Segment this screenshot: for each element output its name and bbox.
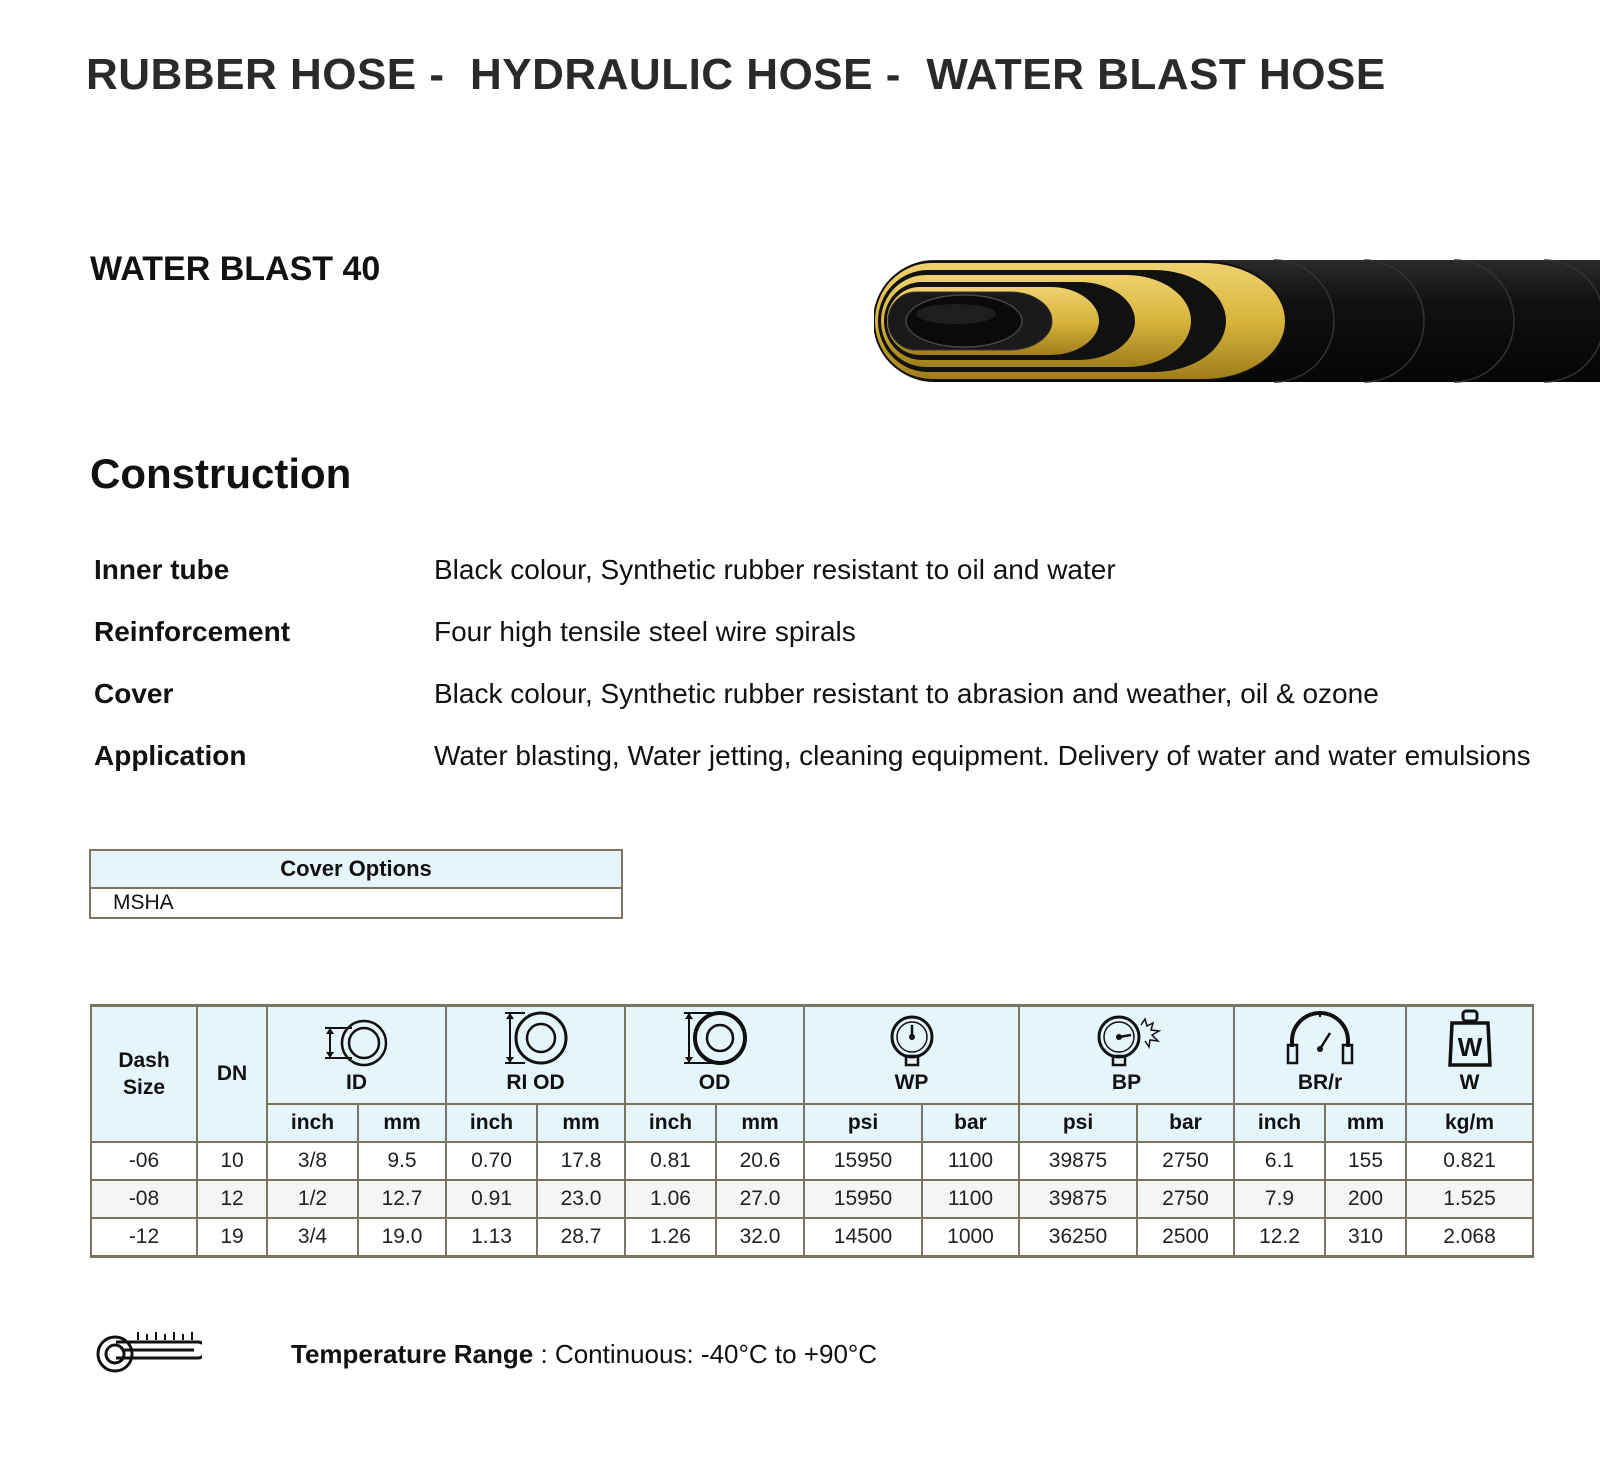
table-row [91,1218,1533,1257]
construction-value: Water blasting, Water jetting, cleaning equipment. Delivery of water and water emulsions [434,740,1531,771]
table-cell: 200 [1325,1180,1406,1218]
pressure-gauge-icon [884,1015,940,1067]
weight-icon [1446,1009,1494,1067]
construction-label: Reinforcement [94,616,291,647]
table-cell: 1000 [922,1218,1019,1257]
table-cell: 1.26 [625,1218,716,1257]
table-cell: 39875 [1019,1180,1137,1218]
header-bp [1019,1006,1234,1105]
table-cell: 1.13 [446,1218,537,1257]
unit-cell: inch [625,1104,716,1142]
header-w [1406,1006,1533,1105]
header-id-label: ID [346,1071,367,1094]
table-cell: -06 [91,1142,197,1180]
unit-cell: inch [267,1104,358,1142]
table-cell: 0.81 [625,1142,716,1180]
product-name: WATER BLAST 40 [90,250,381,288]
header-w-label: W [1459,1071,1480,1094]
header-od-label: OD [698,1071,731,1094]
table-cell: 7.9 [1234,1180,1325,1218]
header-wp [804,1006,1019,1105]
table-cell: 1.06 [625,1180,716,1218]
unit-cell: inch [1234,1104,1325,1142]
cover-options-table [89,849,623,919]
unit-cell: mm [358,1104,446,1142]
table-cell: 2.068 [1406,1218,1533,1257]
table-cell: 15950 [804,1180,922,1218]
table-cell: 14500 [804,1218,922,1257]
unit-cell: bar [922,1104,1019,1142]
table-cell: 39875 [1019,1142,1137,1180]
thermometer-icon [94,1330,202,1374]
table-cell: 19.0 [358,1218,446,1257]
cover-options-header: Cover Options [90,850,622,888]
table-cell: 0.70 [446,1142,537,1180]
ri-od-icon [501,1009,571,1067]
table-cell: 0.821 [1406,1142,1533,1180]
header-id [267,1006,446,1105]
table-cell: 1100 [922,1180,1019,1218]
construction-label: Inner tube [94,554,230,585]
construction-title: Construction [90,450,352,497]
table-cell: 36250 [1019,1218,1137,1257]
header-br-label: BR/r [1297,1071,1343,1094]
page-title: RUBBER HOSE - HYDRAULIC HOSE - WATER BLAST HOSE [86,50,1386,99]
construction-value: Black colour, Synthetic rubber resistant to abrasion and weather, oil & ozone [434,678,1379,709]
table-cell: 2500 [1137,1218,1234,1257]
table-cell: 155 [1325,1142,1406,1180]
table-cell: -12 [91,1218,197,1257]
table-cell: 310 [1325,1218,1406,1257]
table-cell: 12 [197,1180,267,1218]
hose-cutaway-image [874,258,1600,388]
table-cell: -08 [91,1180,197,1218]
construction-label: Application [94,740,247,771]
unit-cell: bar [1137,1104,1234,1142]
table-cell: 20.6 [716,1142,804,1180]
table-cell: 2750 [1137,1142,1234,1180]
header-od [625,1006,804,1105]
table-cell: 32.0 [716,1218,804,1257]
unit-cell: mm [1325,1104,1406,1142]
table-cell: 17.8 [537,1142,625,1180]
construction-value: Black colour, Synthetic rubber resistant to oil and water [434,554,1116,585]
table-cell: 2750 [1137,1180,1234,1218]
table-cell: 3/8 [267,1142,358,1180]
temperature-label: Temperature Range [291,1339,534,1369]
table-cell: 1.525 [1406,1180,1533,1218]
header-wp-label: WP [894,1071,929,1094]
table-cell: 9.5 [358,1142,446,1180]
table-row [91,1180,1533,1218]
temperature-value: : Continuous: -40°C to +90°C [533,1339,878,1369]
table-cell: 27.0 [716,1180,804,1218]
unit-cell: psi [804,1104,922,1142]
bend-radius-icon [1284,1011,1356,1067]
table-row [91,1142,1533,1180]
table-cell: 23.0 [537,1180,625,1218]
table-cell: 10 [197,1142,267,1180]
cover-option-item: MSHA [113,891,174,914]
header-ri-od-label: RI OD [506,1071,565,1094]
header-dash-size: Dash Size [91,1006,197,1143]
header-bp-label: BP [1111,1071,1142,1094]
header-br [1234,1006,1406,1105]
construction-label: Cover [94,678,174,709]
table-cell: 15950 [804,1142,922,1180]
table-cell: 3/4 [267,1218,358,1257]
unit-cell: mm [537,1104,625,1142]
svg-text:W: W [1457,1032,1482,1062]
table-cell: 6.1 [1234,1142,1325,1180]
unit-cell: psi [1019,1104,1137,1142]
burst-gauge-icon [1091,1015,1163,1067]
table-cell: 28.7 [537,1218,625,1257]
od-icon [680,1009,750,1067]
table-cell: 12.2 [1234,1218,1325,1257]
header-ri-od [446,1006,625,1105]
unit-cell: kg/m [1406,1104,1533,1142]
unit-cell: mm [716,1104,804,1142]
header-dn: DN [197,1006,267,1143]
table-cell: 19 [197,1218,267,1257]
table-cell: 1100 [922,1142,1019,1180]
construction-value: Four high tensile steel wire spirals [434,616,856,647]
table-cell: 12.7 [358,1180,446,1218]
unit-cell: inch [446,1104,537,1142]
id-icon [322,1019,392,1067]
table-cell: 0.91 [446,1180,537,1218]
table-cell: 1/2 [267,1180,358,1218]
spec-table [90,1004,1534,1258]
temperature-range [291,1339,877,1370]
